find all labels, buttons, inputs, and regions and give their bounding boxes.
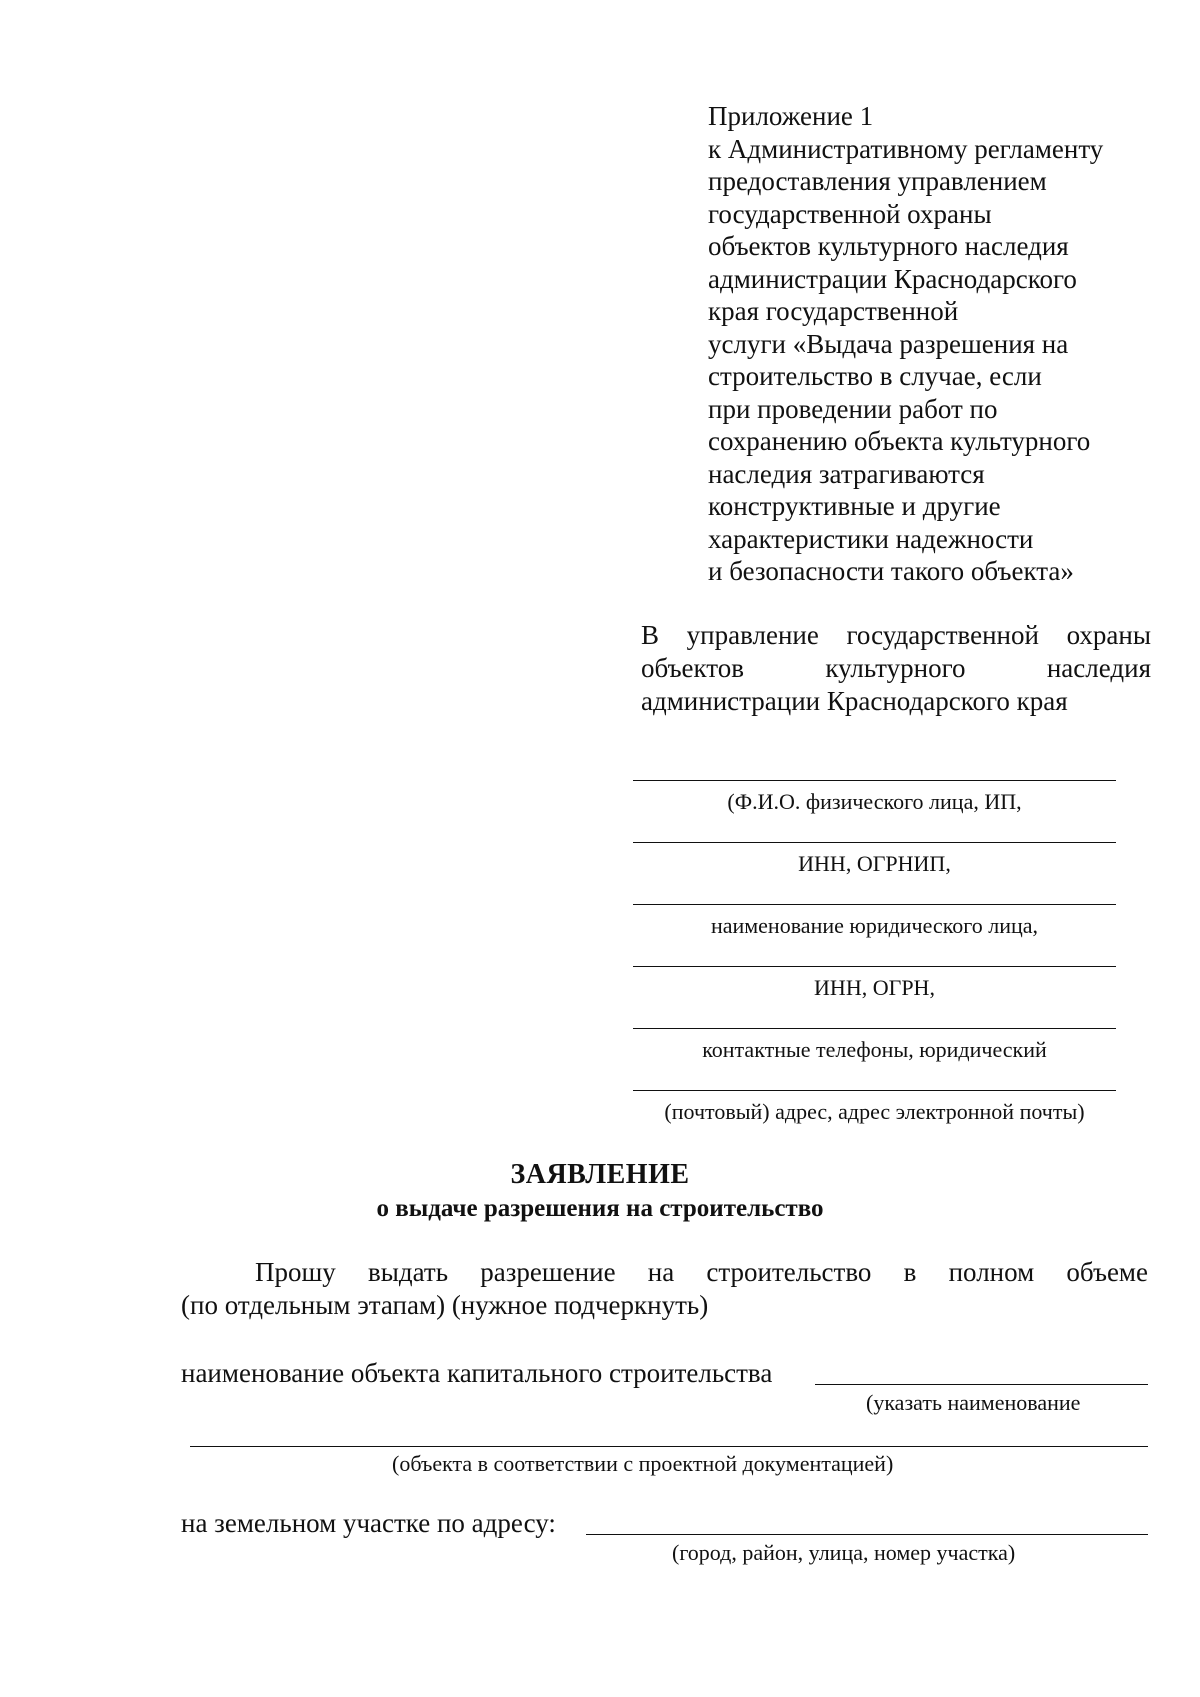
fill-line <box>633 966 1116 967</box>
appendix-line: государственной охраны <box>708 198 992 229</box>
request-paragraph <box>181 1256 1148 1322</box>
appendix-header <box>708 100 1178 588</box>
request-line: (по отдельным этапам) (нужное подчеркнуть) <box>181 1290 709 1320</box>
field-hint: наименование юридического лица, <box>710 913 1039 938</box>
fill-line <box>633 904 1116 905</box>
recipient-line: В управление государственной охраны <box>641 620 1151 650</box>
appendix-line: предоставления управлением <box>708 166 1047 196</box>
fill-line <box>633 780 1116 781</box>
recipient-line: администрации Краснодарского края <box>641 686 1068 716</box>
appendix-line: при проведении работ по <box>708 393 998 424</box>
appendix-line: услуги «Выдача разрешения на <box>708 328 1069 359</box>
document-title: ЗАЯВЛЕНИЕ <box>510 1159 690 1190</box>
field-hint: контактные телефоны, юридический <box>702 1037 1047 1062</box>
fill-line <box>633 842 1116 843</box>
fill-line <box>633 1028 1116 1029</box>
applicant-phones-field[interactable] <box>633 1028 1116 1090</box>
applicant-inn-ogrnip-field[interactable] <box>633 842 1116 904</box>
fill-line <box>633 1090 1116 1091</box>
appendix-line: и безопасности такого объекта» <box>708 556 1074 586</box>
appendix-line: края государственной <box>708 296 959 326</box>
appendix-line: конструктивные и другие <box>708 491 1001 521</box>
applicant-fields <box>633 780 1116 1152</box>
field-hint: ИНН, ОГРНИП, <box>798 851 951 876</box>
land-plot-input-line[interactable] <box>586 1534 1148 1535</box>
land-plot-hint: (город, район, улица, номер участка) <box>672 1540 1016 1565</box>
document-subtitle: о выдаче разрешения на строительство <box>376 1195 824 1222</box>
land-plot-label: на земельном участке по адресу: <box>181 1508 556 1538</box>
field-hint: (почтовый) адрес, адрес электронной почты) <box>664 1099 1085 1124</box>
appendix-line: сохранению объекта культурного <box>708 426 1091 456</box>
object-name-input-line[interactable] <box>815 1384 1148 1385</box>
appendix-line: объектов культурного наследия <box>708 231 1069 261</box>
applicant-legal-name-field[interactable] <box>633 904 1116 966</box>
appendix-line: к Административному регламенту <box>708 133 1104 164</box>
appendix-line: характеристики надежности <box>708 523 1034 554</box>
appendix-line: строительство в случае, если <box>708 361 1042 391</box>
applicant-inn-ogrn-field[interactable] <box>633 966 1116 1028</box>
applicant-fio-field[interactable] <box>633 780 1116 842</box>
appendix-line: наследия затрагиваются <box>708 458 985 489</box>
appendix-line: администрации Краснодарского <box>708 263 1077 294</box>
recipient-line: объектов культурного наследия <box>641 653 1151 683</box>
document-title-block <box>0 1158 1200 1226</box>
appendix-line: Приложение 1 <box>708 101 874 131</box>
object-name-label: наименование объекта капитального строительства <box>181 1358 773 1388</box>
object-name-input-line-2[interactable] <box>190 1446 1148 1447</box>
field-hint: ИНН, ОГРН, <box>814 975 935 1000</box>
object-name-hint-2: (объекта в соответствии с проектной документацией) <box>392 1451 894 1476</box>
object-name-hint: (указать наименование <box>866 1390 1081 1415</box>
recipient-block <box>641 619 1151 718</box>
field-hint: (Ф.И.О. физического лица, ИП, <box>727 789 1022 814</box>
applicant-address-field[interactable] <box>633 1090 1116 1152</box>
request-line: Прошу выдать разрешение на строительство в полном объеме <box>255 1257 1148 1287</box>
